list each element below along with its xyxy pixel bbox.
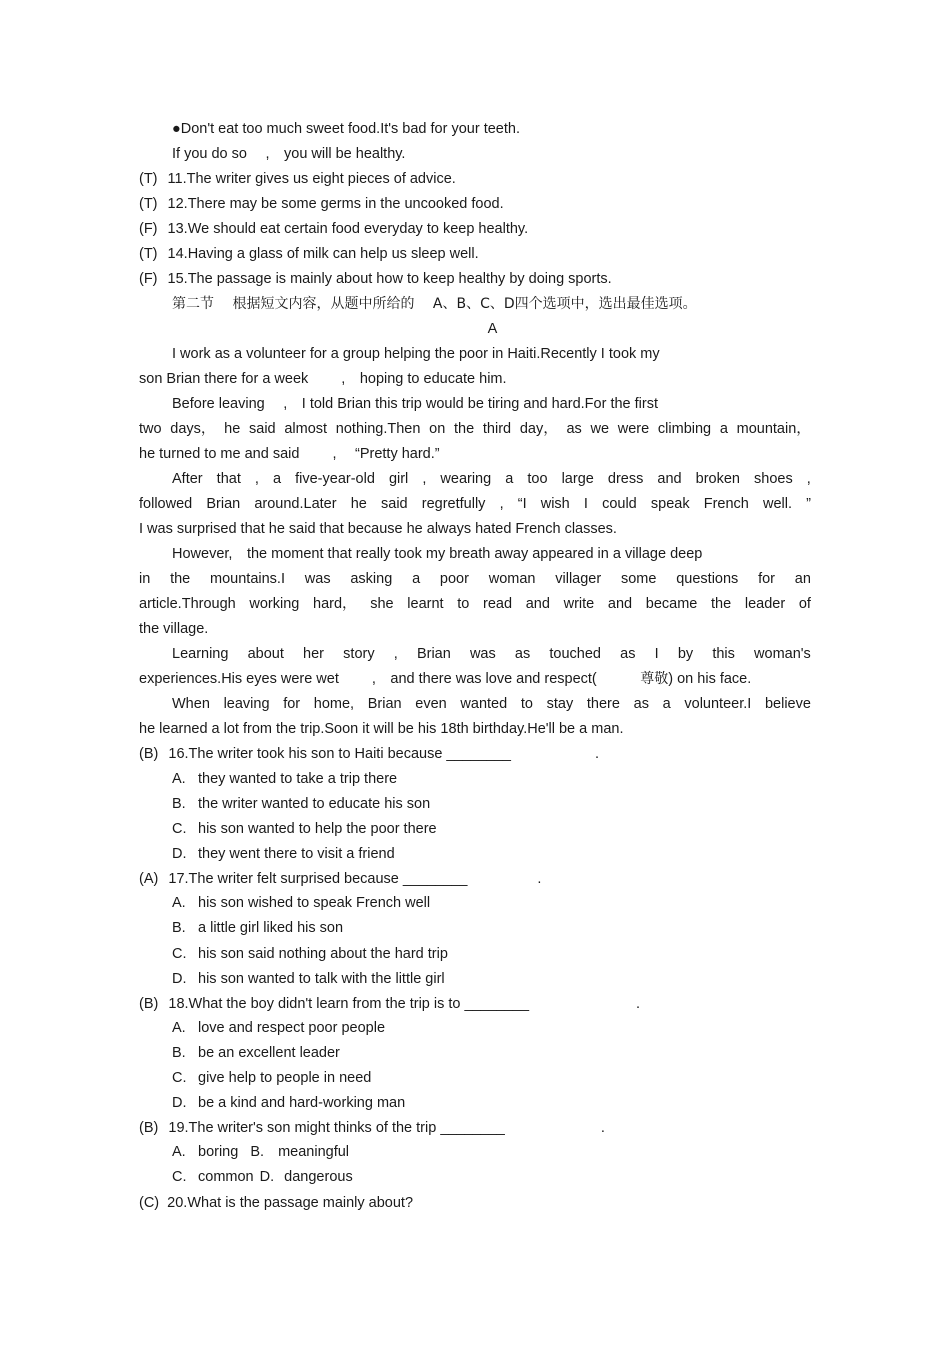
passage-word: poor [439,571,469,587]
passage-word: as [566,421,582,437]
passage-word: leaving [223,696,270,712]
question-text: 11.The writer gives us eight pieces of advice. [167,171,456,187]
option-key: B. [172,1045,186,1061]
option [172,970,445,988]
passage-line: the village. [139,621,209,637]
option-text: they went there to visit a friend [198,846,395,862]
option-text: dangerous [284,1169,353,1185]
passage-word: almost [284,421,328,437]
passage-word: around.Later [254,496,337,512]
passage-word: as [514,646,531,662]
passage-word: became [645,596,698,612]
option-key: B. [172,920,186,936]
tf-question-11 [139,170,456,188]
answer-label: (F) [139,221,158,237]
passage-line-justified [139,595,811,613]
question-stem: 20.What is the passage mainly about? [167,1195,414,1211]
passage-word: in [139,571,151,587]
advice-closing: If you do so , you will be healthy. [172,146,406,162]
option-text: be a kind and hard-working man [198,1095,406,1111]
passage-word: story [343,646,375,662]
passage-word: volunteer.I [684,696,752,712]
option-key: D. [172,971,187,987]
option-key: C. [172,946,187,962]
option [172,1094,405,1112]
passage-word: broken [695,471,740,487]
question-text: 14.Having a glass of milk can help us sleep well. [167,246,479,262]
option-text: common [198,1169,254,1185]
passage-word: , [422,471,427,487]
passage-word: of [798,596,811,612]
passage-word: two [139,421,162,437]
passage-word: on [429,421,446,437]
passage-word: as [620,646,636,662]
passage-word: woman [488,571,536,587]
option [172,919,343,937]
question-stem: 16.The writer took his son to Haiti because ________ [168,746,511,762]
section-instruction: 第二节 根据短文内容，从题中所给的 A、B、C、D四个选项中，选出最佳选项。 [172,296,697,312]
passage-word: the [454,421,475,437]
passage-word: “I [517,496,527,512]
passage-word: woman's [754,646,811,662]
passage-word: When [172,696,210,712]
passage-word: we [590,421,610,437]
passage-word: villager [555,571,602,587]
passage-word: too [527,471,548,487]
passage-word: days， [170,421,216,437]
option-row [172,1143,349,1161]
passage-word: for [283,696,301,712]
mc-question-16: (B) 16.The writer took his son to Haiti because ________ . [139,746,599,762]
option-text: his son said nothing about the hard trip [198,946,448,962]
passage-word: , [806,471,811,487]
answer-label: (A) [139,871,159,887]
option-text: boring [198,1144,239,1160]
option [172,945,448,963]
option [172,845,395,863]
passage-word: nothing.Then [335,421,421,437]
answer-label: (B) [139,1120,159,1136]
passage-word: mountain， [736,421,811,437]
tf-question-15 [139,270,612,288]
passage-line: I was surprised that he said that because he always hated French classes. [139,521,617,537]
question-text: 15.The passage is mainly about how to keep healthy by doing sports. [167,271,612,287]
option-text: his son wanted to talk with the little girl [198,971,445,987]
option-text: love and respect poor people [198,1020,386,1036]
passage-word: mountains.I [210,571,285,587]
passage-word: speak [650,496,690,512]
passage-word: dress [607,471,644,487]
option-key: A. [172,895,186,911]
passage-word: Brian [367,696,402,712]
passage-word: day， [519,421,558,437]
passage-word: asking [350,571,393,587]
passage-word: climbing [657,421,712,437]
passage-word: stay [546,696,574,712]
passage-line-justified [172,470,811,488]
passage-line-justified [139,420,811,438]
option [172,770,397,788]
passage-word: a [719,421,728,437]
passage-word: her [303,646,325,662]
passage-word: working [249,596,300,612]
mc-question-20 [139,1194,413,1212]
option-key: C. [172,1070,187,1086]
passage-word: could [602,496,637,512]
passage-word: by [677,646,694,662]
passage-word: as [633,696,649,712]
question-text: 13.We should eat certain food everyday to keep healthy. [167,221,529,237]
passage-word: French [703,496,749,512]
passage-word: I [654,646,659,662]
passage-word: some [620,571,657,587]
passage-line [139,670,751,688]
passage-line-justified [172,695,811,713]
passage-line-justified [139,570,811,588]
question-text: 12.There may be some germs in the uncooked food. [167,196,504,212]
passage-word: leader [744,596,786,612]
passage-word: he [350,496,367,512]
option-key: D. [172,846,187,862]
passage-word: regretfully [421,496,486,512]
option-key: C. [172,821,187,837]
chinese-gloss: 尊敬 [640,671,669,687]
passage-word: well. [763,496,793,512]
answer-label: (T) [139,196,158,212]
option-key: D. [259,1169,275,1185]
passage-word: a [662,696,671,712]
passage-word: , [393,646,398,662]
option-text: the writer wanted to educate his son [198,796,431,812]
passage-word: , [499,496,504,512]
option [172,795,430,813]
option-key: B. [172,796,186,812]
passage-line-justified [139,495,811,513]
passage-word: write [563,596,595,612]
passage-label: A [487,321,498,337]
passage-line: However, the moment that really took my breath away appeared in a village deep [172,546,703,562]
passage-word: home, [313,696,355,712]
passage-word: ” [806,496,811,512]
passage-line: son Brian there for a week , hoping to educate him. [139,371,507,387]
passage-word: was [304,571,331,587]
answer-label: (F) [139,271,158,287]
passage-word: even [415,696,447,712]
advice-bullet: ●Don't eat too much sweet food.It's bad for your teeth. [172,121,520,137]
passage-word: Brian [416,646,451,662]
option [172,1069,371,1087]
passage-word: girl [388,471,409,487]
mc-question-19: (B) 19.The writer's son might thinks of the trip ________ . [139,1120,605,1136]
passage-line-justified [172,645,811,663]
passage-word: touched [549,646,601,662]
passage-word: to [457,596,470,612]
passage-word: for [758,571,776,587]
mc-question-17: (A) 17.The writer felt surprised because ________ . [139,871,542,887]
passage-word: a [505,471,514,487]
passage-word: to [520,696,533,712]
passage-line: he turned to me and said , “Pretty hard.” [139,446,440,462]
passage-word: article.Through [139,596,236,612]
passage-word: and [607,596,633,612]
passage-word: the [170,571,191,587]
passage-word: said [381,496,408,512]
passage-word: followed [139,496,193,512]
passage-word: there [586,696,620,712]
option-key: A. [172,1144,186,1160]
option [172,820,437,838]
passage-word: Brian [206,496,241,512]
passage-word: third [482,421,512,437]
passage-word: an [794,571,811,587]
passage-word: shoes [754,471,793,487]
passage-word: the [711,596,732,612]
question-stem: 17.The writer felt surprised because ________ [168,871,468,887]
passage-word: wearing [440,471,492,487]
option-row [172,1168,353,1186]
passage-word: and [525,596,550,612]
passage-word: a [272,471,282,487]
option [172,894,430,912]
option-text: a little girl liked his son [198,920,344,936]
passage-word: said [249,421,276,437]
option-key: B. [250,1144,265,1160]
answer-label: (T) [139,246,158,262]
passage-word: a [412,571,421,587]
passage-word: this [712,646,735,662]
answer-label: (B) [139,996,159,1012]
passage-word: believe [764,696,811,712]
option-key: C. [172,1169,187,1185]
passage-word: large [561,471,594,487]
option-text: be an excellent leader [198,1045,340,1061]
passage-word: questions [676,571,739,587]
tf-question-14 [139,245,479,263]
tf-question-12 [139,195,504,213]
option-key: A. [172,771,186,787]
option-key: A. [172,1020,186,1036]
answer-label: (C) [139,1195,160,1211]
passage-line: I work as a volunteer for a group helping the poor in Haiti.Recently I took my [172,346,660,362]
passage-word: that [216,471,241,487]
passage-word: learnt [407,596,444,612]
option-text: give help to people in need [198,1070,372,1086]
passage-word: she [370,596,394,612]
passage-text: ) on his face. [668,671,752,687]
question-stem: 19.The writer's son might thinks of the trip ________ [168,1120,505,1136]
passage-word: were [617,421,650,437]
passage-line: Before leaving , I told Brian this trip would be tiring and hard.For the first [172,396,658,412]
passage-word: hard， [313,596,357,612]
question-stem: 18.What the boy didn't learn from the trip is to ________ [168,996,530,1012]
passage-word: read [483,596,513,612]
passage-word: five-year-old [295,471,375,487]
passage-word: wanted [460,696,508,712]
answer-label: (B) [139,746,159,762]
mc-question-18: (B) 18.What the boy didn't learn from the trip is to ________ . [139,996,641,1012]
option [172,1044,340,1062]
passage-word: Learning [172,646,229,662]
option-text: his son wanted to help the poor there [198,821,437,837]
passage-word: about [247,646,284,662]
passage-word: , [254,471,259,487]
passage-word: and [657,471,682,487]
tf-question-13 [139,220,528,238]
passage-line: he learned a lot from the trip.Soon it will be his 18th birthday.He'll be a man. [139,721,624,737]
option-text: his son wished to speak French well [198,895,431,911]
passage-word: I [583,496,588,512]
option [172,1019,385,1037]
passage-word: was [469,646,496,662]
option-text: meaningful [278,1144,350,1160]
passage-word: After [172,471,203,487]
passage-word: he [224,421,241,437]
option-key: D. [172,1095,187,1111]
passage-text: experiences.His eyes were wet , and there was love and respect( [139,671,641,687]
option-text: they wanted to take a trip there [198,771,398,787]
answer-label: (T) [139,171,158,187]
passage-word: wish [540,496,570,512]
